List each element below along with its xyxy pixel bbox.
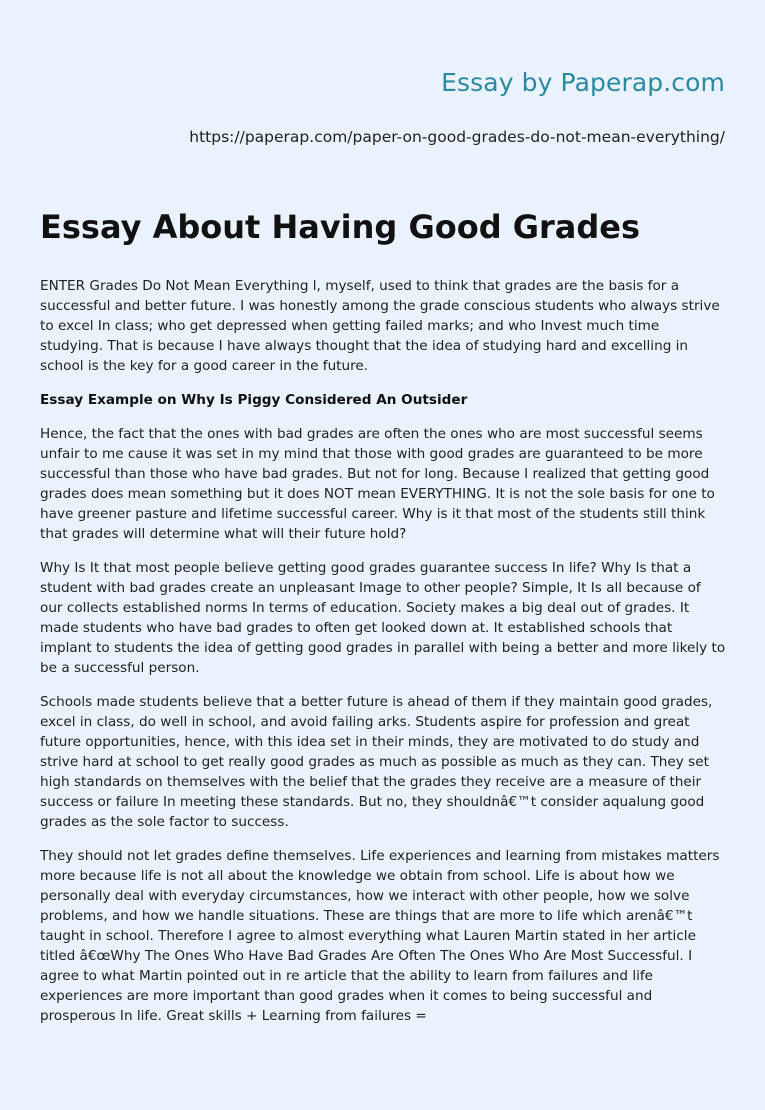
site-brand[interactable]: Essay by Paperap.com [441,68,725,97]
body-paragraph: Hence, the fact that the ones with bad grades are often the ones who are most successful seems unfair to me cause it was set in my mind that those with good grades are guaranteed to be more successful than those who have bad grades. But not for long. Because I realized that getting good grades does mean something but it does NOT mean EVERYTHING. It is not the sole basis for one to have greener pasture and lifetime successful career. Why is it that most of the students still think that grades will determine what will their future hold? [40,426,715,542]
essay-body [40,276,726,1040]
body-paragraph: Why Is It that most people believe getting good grades guarantee success In life? Why Is that a student with bad grades create an unpleasant Image to other people? Simple, It Is all because of our collects established norms In terms of education. Society makes a big deal out of grades. It made students who have bad grades to often get looked down at. It established schools that implant to students the idea of getting good grades in parallel with being a better and more likely to be a successful person. [40,560,726,676]
source-url[interactable]: https://paperap.com/paper-on-good-grades-do-not-mean-everything/ [189,128,725,146]
intro-paragraph: ENTER Grades Do Not Mean Everything l, myself, used to think that grades are the basis for a successful and better future. I was honestly among the grade conscious students who always strive to excel In class; who get depressed when getting failed marks; and who Invest much time studying. That is because I have always thought that the idea of studying hard and excelling in school is the key for a good career in the future. [40,278,720,374]
body-paragraph: They should not let grades define themselves. Life experiences and learning from mistakes matters more because life is not all about the knowledge we obtain from school. Life is about how we personally deal with everyday circumstances, how we interact with other people, how we solve problems, and how we handle situations. These are things that are more to life which arenâ€™t taught in school. Therefore I agree to almost everything what Lauren Martin stated in her article titled â€œWhy The Ones Who Have Bad Grades Are Often The Ones Who Are Most Successful. I agree to what Martin pointed out in re article that the ability to learn from failures and life experiences are more important than good grades when it comes to being successful and prosperous In life. Great skills + Learning from failures = [40,848,720,1024]
body-paragraph: Schools made students believe that a better future is ahead of them if they maintain good grades, excel in class, do well in school, and avoid failing arks. Students aspire for profession and great future opportunities, hence, with this idea set in their minds, they are motivated to do study and strive hard at school to get really good grades as much as possible as much as they can. They set high standards on themselves with the belief that the grades they receive are a measure of their success or failure In meeting these standards. But no, they shouldnâ€™t consider aqualung good grades as the sole factor to success. [40,694,713,830]
related-essay-heading: Essay Example on Why Is Piggy Considered An Outsider [40,392,468,408]
essay-title: Essay About Having Good Grades [40,208,641,246]
